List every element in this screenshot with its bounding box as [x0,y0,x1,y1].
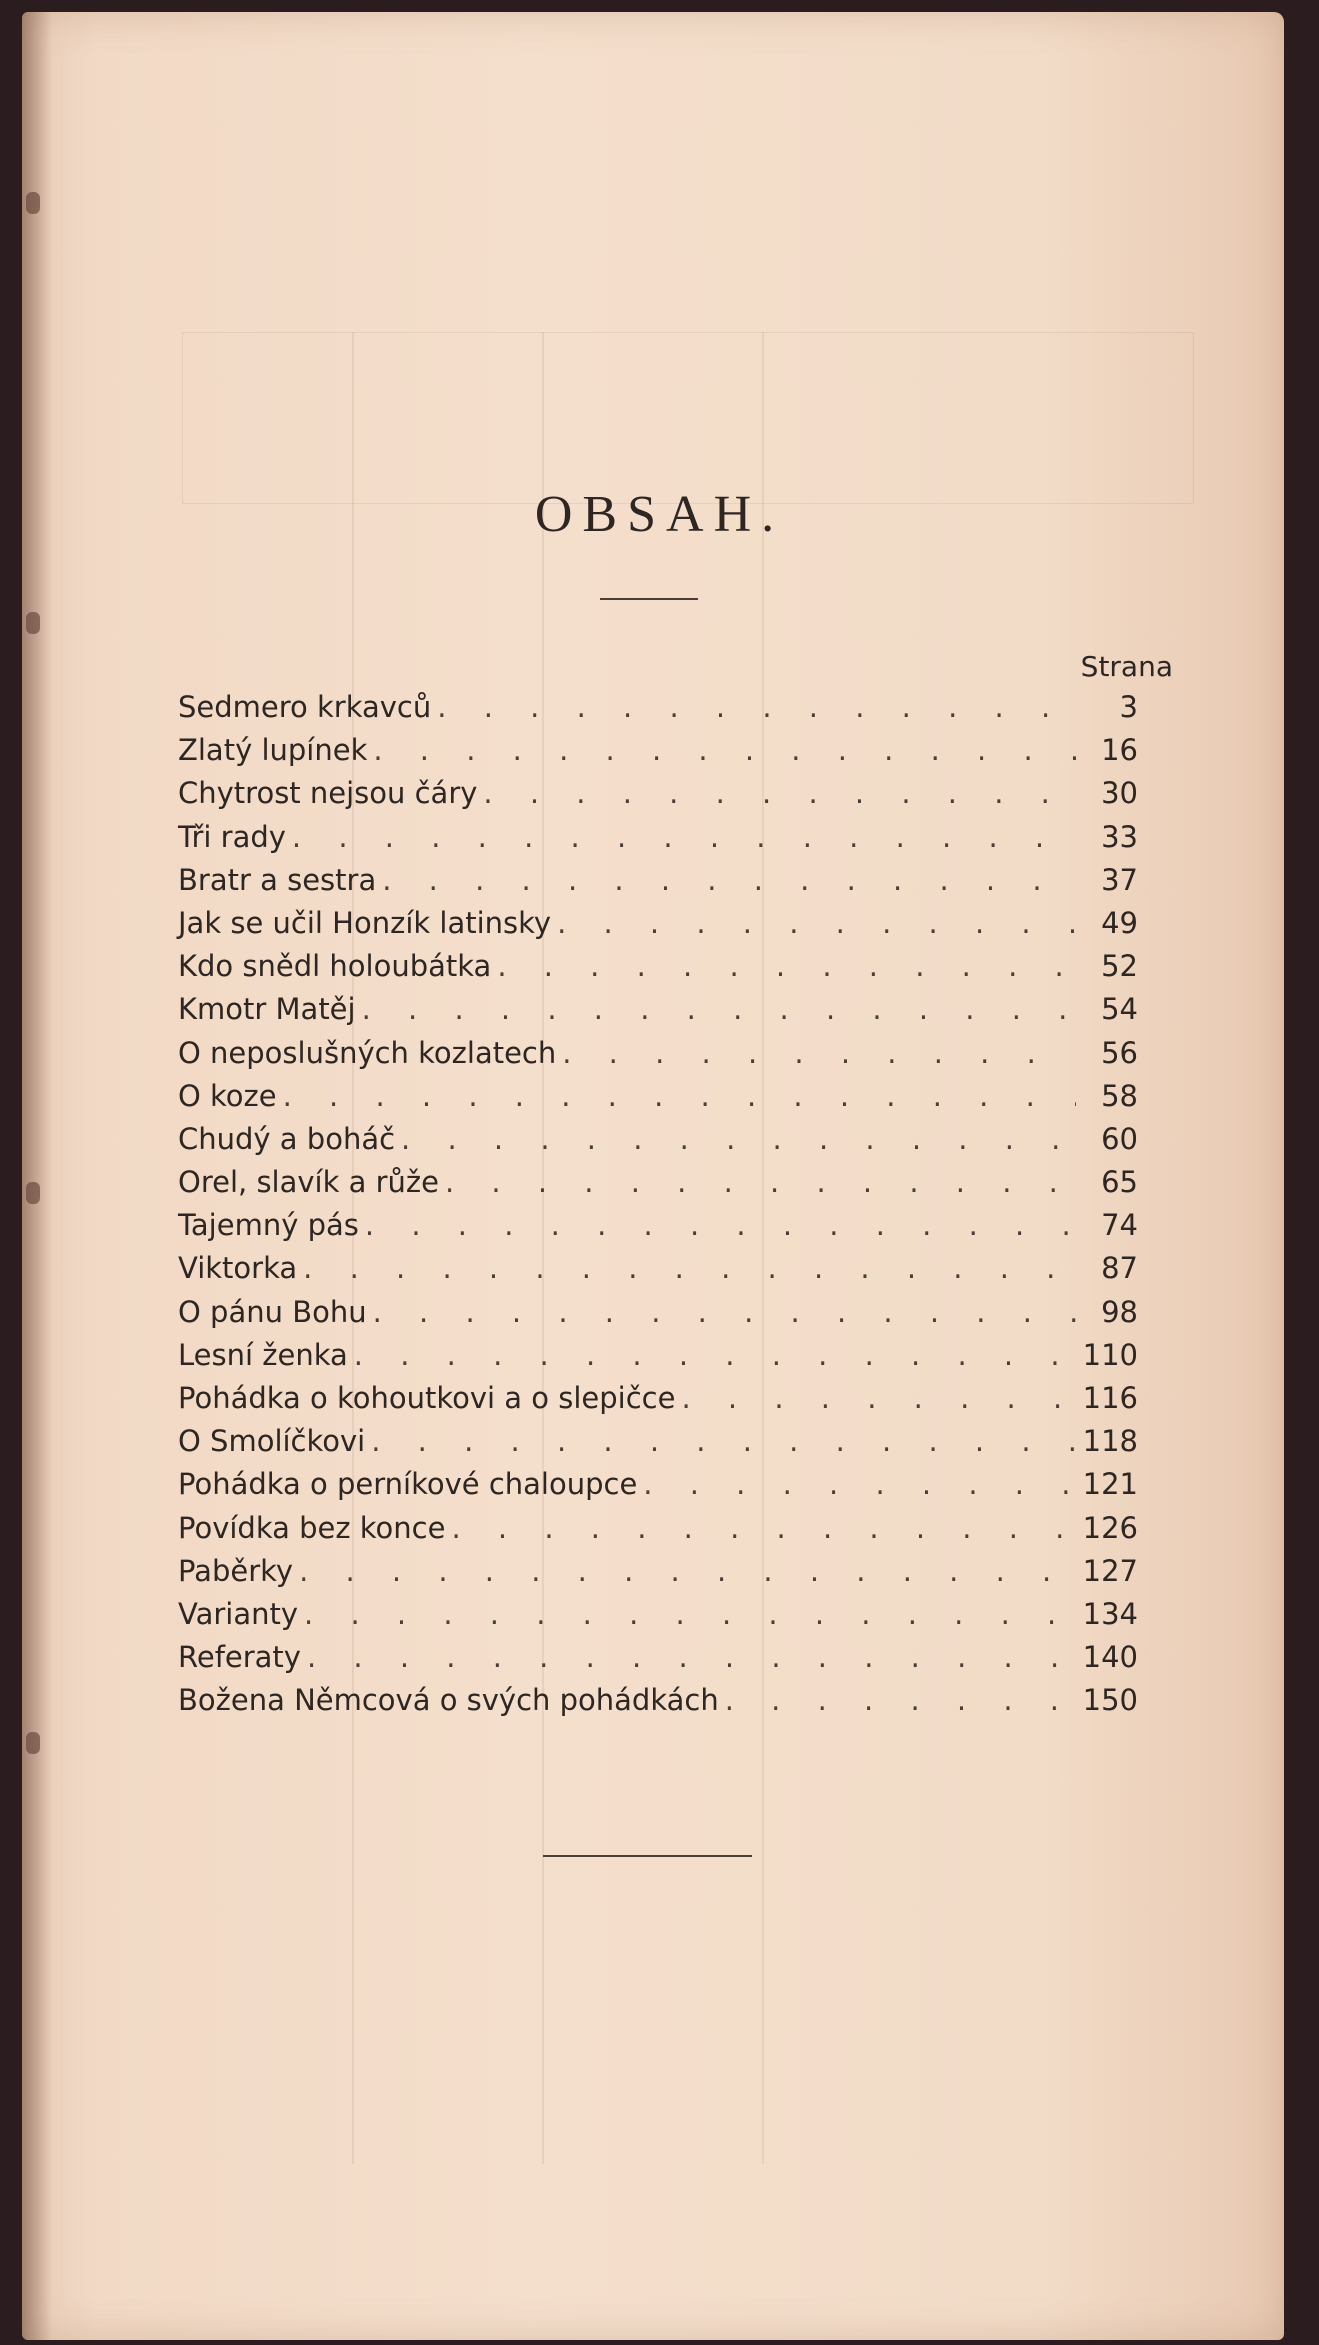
toc-entry-page: 58 [1101,1078,1138,1113]
toc-entry-page: 37 [1101,862,1138,897]
bleed-through-table [182,332,1194,504]
toc-entry-page: 126 [1082,1510,1138,1545]
toc-entry-title: Kmotr Matěj [178,992,356,1027]
toc-entry [178,1679,1138,1722]
binding-hole [26,612,40,634]
spine-shadow [22,12,52,2340]
toc-entry-page: 16 [1101,733,1138,768]
toc-entry-page: 121 [1082,1467,1138,1502]
toc-entry-page: 54 [1101,992,1138,1027]
leader-dots [643,1463,1076,1506]
toc-entry-title: Zlatý lupínek [178,733,368,768]
leader-dots [283,1075,1076,1118]
toc-entry-title: Tři rady [178,819,286,854]
binding-hole [26,1182,40,1204]
toc-entry-page: 60 [1101,1121,1138,1156]
leader-dots [437,686,1076,729]
toc-entry-page: 140 [1082,1640,1138,1675]
toc-entry-title: O neposlušných kozlatech [178,1035,557,1070]
toc-entry-title: Božena Němcová o svých pohádkách [178,1683,719,1718]
toc-entry [178,945,1138,988]
toc-entry-title: Viktorka [178,1251,298,1286]
leader-dots [307,1636,1076,1679]
leader-dots [382,859,1076,902]
toc-entry [178,816,1138,859]
toc-entry [178,686,1138,729]
toc-entry-page: 56 [1101,1035,1138,1070]
toc-entry-page: 65 [1101,1165,1138,1200]
toc-entry-title: Referaty [178,1640,301,1675]
toc-entry [178,1507,1138,1550]
toc-entry-page: 98 [1101,1294,1138,1329]
leader-dots [562,1032,1076,1075]
toc-entry-title: O pánu Bohu [178,1294,367,1329]
toc-entry-title: Tajemný pás [178,1208,359,1243]
leader-dots [373,729,1076,772]
toc-entry [178,1118,1138,1161]
page-title: OBSAH. [534,486,785,543]
toc-entry [178,988,1138,1031]
leader-dots [299,1550,1076,1593]
toc-entry-title: Chudý a boháč [178,1121,396,1156]
toc-entry [178,859,1138,902]
toc-entry-title: Sedmero krkavců [178,690,432,724]
toc-entry-page: 33 [1101,819,1138,854]
leader-dots [681,1377,1076,1420]
toc-entry [178,1161,1138,1204]
leader-dots [483,772,1076,815]
toc-entry [178,1636,1138,1679]
toc-entry-title: Orel, slavík a růže [178,1165,439,1200]
leader-dots [365,1204,1076,1247]
leader-dots [373,1291,1076,1334]
toc-entry-page: 116 [1082,1381,1138,1415]
toc-entry-title: Paběrky [178,1553,294,1588]
toc-entry-page: 110 [1082,1337,1138,1372]
binding-hole [26,1732,40,1754]
toc-entry-page: 118 [1082,1424,1138,1459]
leader-dots [401,1118,1076,1161]
toc-entry [178,1593,1138,1636]
toc-entry [178,1075,1138,1118]
toc-entry [178,1291,1138,1334]
leader-dots [445,1161,1076,1204]
toc-entry-title: Bratr a sestra [178,862,377,897]
toc-entry [178,772,1138,815]
toc-entry-page: 87 [1101,1251,1138,1286]
toc-entry-title: O koze [178,1078,277,1113]
toc-entry [178,729,1138,772]
toc-entry-page: 134 [1082,1596,1138,1631]
toc-entry [178,1420,1138,1463]
toc-entry-page: 30 [1101,776,1138,811]
toc-entry [178,1377,1138,1420]
toc-entry-title: Pohádka o kohoutkovi a o slepičce [178,1381,676,1415]
toc-entry-title: Kdo snědl holoubátka [178,949,492,984]
leader-dots [557,902,1076,945]
toc-entry [178,1550,1138,1593]
toc-entry-page: 49 [1101,905,1138,940]
toc-entry [178,902,1138,945]
leader-dots [725,1679,1076,1722]
toc-entry [178,1247,1138,1290]
leader-dots [362,988,1076,1031]
toc-entry-title: Varianty [178,1596,299,1631]
closing-rule [543,1855,752,1857]
toc-entry-title: Pohádka o perníkové chaloupce [178,1467,638,1502]
page-column-header: Strana [1080,650,1173,683]
leader-dots [303,1247,1076,1290]
binding-hole [26,192,40,214]
leader-dots [304,1593,1076,1636]
toc-entry [178,1204,1138,1247]
toc-entry-page: 150 [1082,1683,1138,1718]
toc-entry-page: 127 [1082,1553,1138,1588]
leader-dots [354,1334,1076,1377]
leader-dots [371,1420,1076,1463]
toc-entry [178,1032,1138,1075]
table-of-contents [178,686,1138,1723]
toc-entry-page: 74 [1101,1208,1138,1243]
leader-dots [292,816,1076,859]
toc-entry-title: Povídka bez konce [178,1510,446,1545]
toc-entry-title: Jak se učil Honzík latinsky [178,905,552,940]
toc-entry-title: Lesní ženka [178,1337,348,1372]
toc-entry-page: 52 [1101,949,1138,984]
toc-entry-title: O Smolíčkovi [178,1424,366,1459]
toc-entry [178,1334,1138,1377]
leader-dots [497,945,1076,988]
toc-entry [178,1463,1138,1506]
toc-entry-title: Chytrost nejsou čáry [178,776,478,811]
toc-entry-page: 3 [1119,690,1138,724]
leader-dots [451,1507,1076,1550]
title-underline [600,598,698,600]
